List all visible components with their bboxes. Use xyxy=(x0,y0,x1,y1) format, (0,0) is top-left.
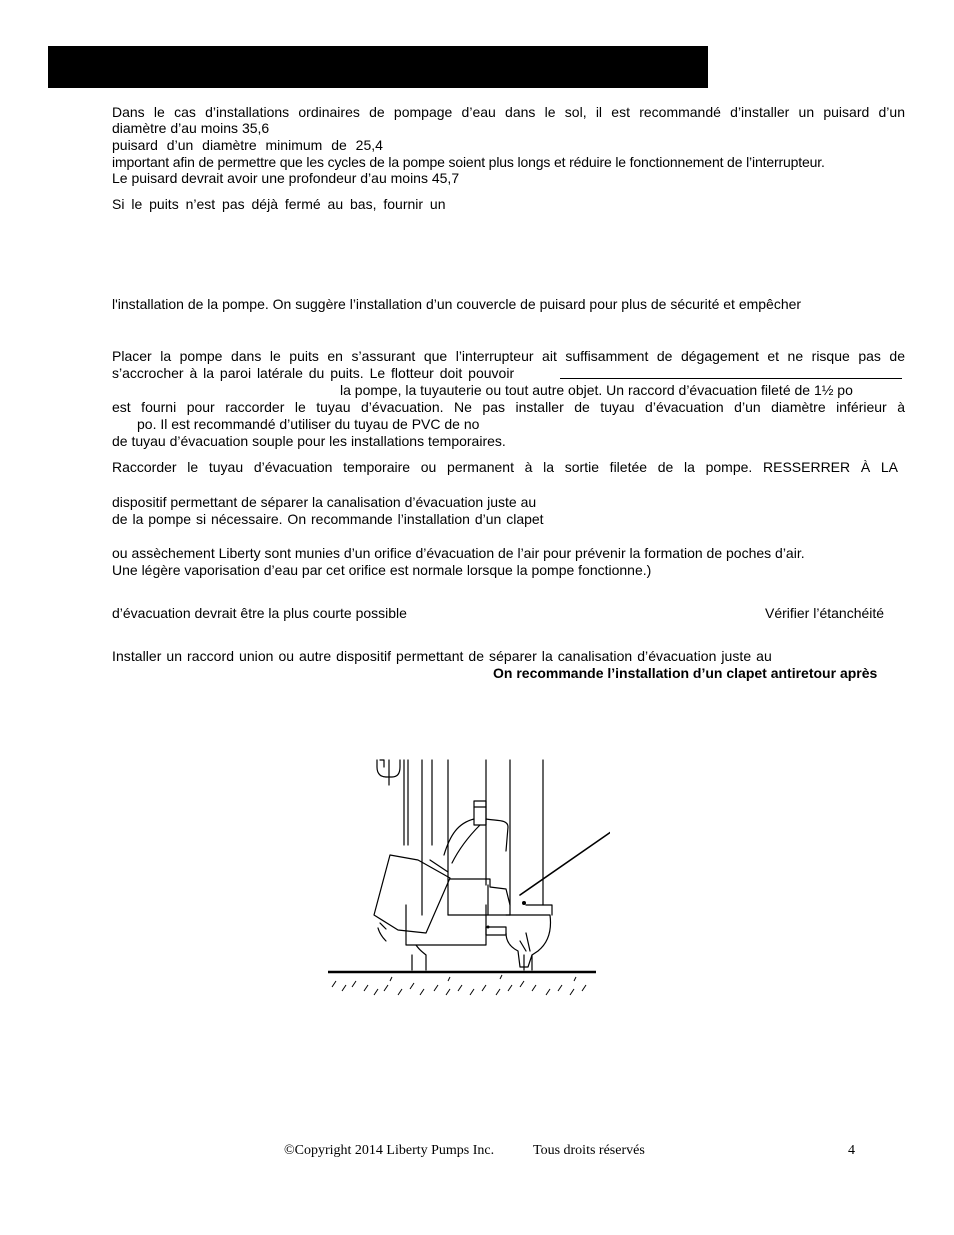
paragraph-line: Dans le cas d’installations ordinaires de pompage d’eau dans le sol, il est recommandé d’installer un puisard d’un xyxy=(112,104,905,120)
paragraph-line: ou assèchement Liberty sont munies d’un orifice d’évacuation de l’air pour prévenir la formation de poches d’air. xyxy=(112,545,805,561)
footer-rights: Tous droits réservés xyxy=(533,1143,645,1158)
paragraph-line: dispositif permettant de séparer la canalisation d’évacuation juste au xyxy=(112,494,537,510)
sump-pump-diagram xyxy=(320,755,610,1000)
paragraph-line: important afin de permettre que les cycles de la pompe soient plus longs et réduire le fonctionnement de l’interrupteur. xyxy=(112,154,825,170)
paragraph-line: Une légère vaporisation d’eau par cet orifice est normale lorsque la pompe fonctionne.) xyxy=(112,562,652,578)
paragraph-line: puisard d’un diamètre minimum de 25,4 xyxy=(112,137,383,153)
paragraph-line: Si le puits n’est pas déjà fermé au bas, fournir un xyxy=(112,196,446,212)
paragraph-line: d’évacuation devrait être la plus courte possible xyxy=(112,605,407,621)
paragraph-line: Placer la pompe dans le puits en s’assurant que l’interrupteur ait suffisamment de dégagement et ne risque pas de xyxy=(112,348,905,364)
footer-copyright: ©Copyright 2014 Liberty Pumps Inc. xyxy=(284,1143,495,1158)
paragraph-line: Vérifier l’étanchéité xyxy=(765,605,885,621)
paragraph-line: Installer un raccord union ou autre dispositif permettant de séparer la canalisation d’évacuation juste au xyxy=(112,648,772,664)
paragraph-line: est fourni pour raccorder le tuyau d’évacuation. Ne pas installer de tuyau d’évacuation d’un diamètre inférieur à xyxy=(112,399,905,415)
paragraph-line: po. Il est recommandé d’utiliser du tuyau de PVC de no xyxy=(137,416,480,432)
paragraph-line: s’accrocher à la paroi latérale du puits. Le flotteur doit pouvoir xyxy=(112,365,515,381)
paragraph-line: Raccorder le tuyau d’évacuation temporaire ou permanent à la sortie filetée de la pompe. RESSERRER À LA xyxy=(112,459,898,475)
page-number: 4 xyxy=(848,1143,855,1158)
paragraph-line: Le puisard devrait avoir une profondeur d’au moins 45,7 xyxy=(112,170,460,186)
paragraph-line: On recommande l’installation d’un clapet antiretour après xyxy=(493,665,878,681)
paragraph-line: l'installation de la pompe. On suggère l’installation d’un couvercle de puisard pour plus de sécurité et empêcher xyxy=(112,296,802,312)
paragraph-line: de la pompe si nécessaire. On recommande l’installation d’un clapet xyxy=(112,511,544,527)
fill-in-rule xyxy=(560,378,902,379)
paragraph-line: la pompe, la tuyauterie ou tout autre objet. Un raccord d’évacuation fileté de 1½ po xyxy=(340,382,853,398)
header-bar xyxy=(48,46,708,88)
paragraph-line: de tuyau d’évacuation souple pour les installations temporaires. xyxy=(112,433,506,449)
paragraph-line: diamètre d’au moins 35,6 xyxy=(112,120,270,136)
